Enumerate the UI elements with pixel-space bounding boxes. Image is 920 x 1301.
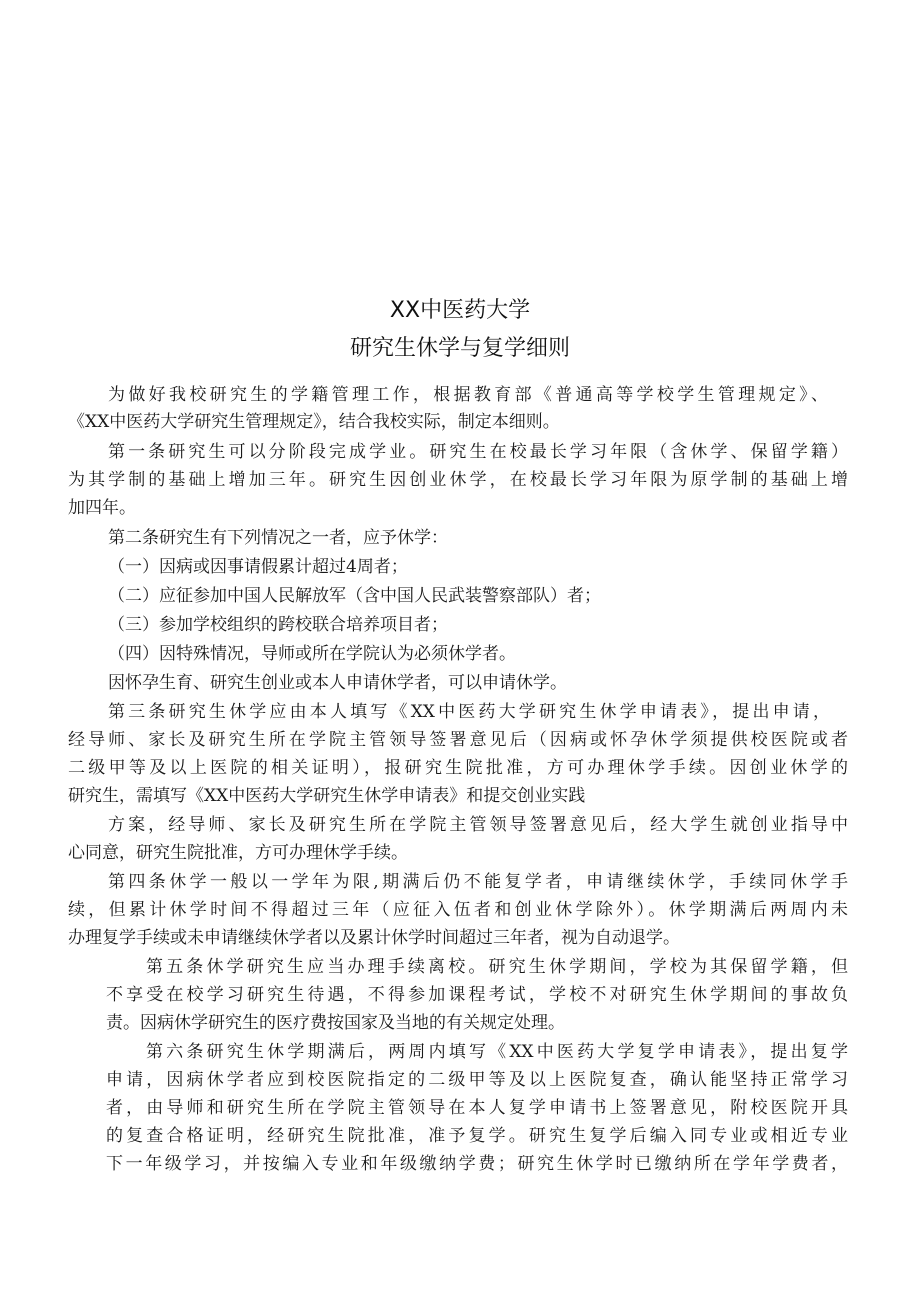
body-line: 为其学制的基础上增加三年。研究生因创业休学，在校最长学习年限为原学制的基础上增 (68, 470, 848, 490)
body-line: 责。因病休学研究生的医疗费按国家及当地的有关规定处理。 (106, 1013, 565, 1033)
body-line: （四）因特殊情况，导师或所在学院认为必须休学者。 (108, 644, 516, 664)
body-line: （三）参加学校组织的跨校联合培养项目者； (108, 615, 448, 635)
body-line: 方案，经导师、家长及研究生所在学院主管领导签署意见后，经大学生就创业指导中 (108, 815, 848, 835)
body-line: 第四条休学一般以一学年为限,期满后仍不能复学者，申请继续休学，手续同休学手 (108, 872, 848, 892)
body-line: 心同意，研究生院批准，方可办理休学手续。 (68, 843, 408, 863)
body-line: 加四年。 (68, 498, 136, 518)
body-line: 《XX中医药大学研究生管理规定》，结合我校实际，制定本细则。 (68, 412, 560, 432)
body-line: （二）应征参加中国人民解放军（含中国人民武装警察部队）者； (108, 586, 601, 606)
body-line: 的复查合格证明，经研究生院批准，准予复学。研究生复学后编入同专业或相近专业 (106, 1126, 848, 1146)
body-line: 为做好我校研究生的学籍管理工作，根据教育部《普通高等学校学生管理规定》、 (108, 385, 828, 405)
document-title-rules: 研究生休学与复学细则 (349, 336, 570, 361)
body-line: 申请，因病休学者应到校医院指定的二级甲等及以上医院复查，确认能坚持正常学习 (106, 1070, 848, 1090)
body-line: 者，由导师和研究生所在学院主管领导在本人复学申请书上签署意见，附校医院开具 (106, 1098, 848, 1118)
body-line: 第二条研究生有下列情况之一者，应予休学： (108, 528, 448, 548)
body-line: 二级甲等及以上医院的相关证明），报研究生院批准，方可办理休学手续。因创业休学的 (68, 758, 848, 778)
body-line: 第一条研究生可以分阶段完成学业。研究生在校最长学习年限（含休学、保留学籍） (108, 442, 848, 462)
body-line: 续，但累计休学时间不得超过三年（应征入伍者和创业休学除外）。休学期满后两周内未 (68, 900, 848, 920)
body-line: 经导师、家长及研究生所在学院主管领导签署意见后（因病或怀孕休学须提供校医院或者 (68, 730, 848, 750)
body-line: 不享受在校学习研究生待遇，不得参加课程考试，学校不对研究生休学期间的事故负 (106, 985, 848, 1005)
body-line: 第三条研究生休学应由本人填写《XX中医药大学研究生休学申请表》，提出申请， (108, 702, 830, 722)
body-line: 因怀孕生育、研究生创业或本人申请休学者，可以申请休学。 (108, 673, 567, 693)
body-line: 研究生，需填写《XX中医药大学研究生休学申请表》和提交创业实践 (68, 786, 586, 806)
document-title-university: XX中医药大学 (389, 298, 531, 323)
body-line: 下一年级学习，并按编入专业和年级缴纳学费；研究生休学时已缴纳所在学年学费者， (106, 1154, 848, 1174)
body-line: （一）因病或因事请假累计超过4周者； (108, 557, 408, 577)
body-line: 办理复学手续或未申请继续休学者以及累计休学时间超过三年者，视为自动退学。 (68, 928, 680, 948)
body-line: 第五条休学研究生应当办理手续离校。研究生休学期间，学校为其保留学籍，但 (146, 957, 848, 977)
body-line: 第六条研究生休学期满后，两周内填写《XX中医药大学复学申请表》，提出复学 (146, 1042, 848, 1062)
